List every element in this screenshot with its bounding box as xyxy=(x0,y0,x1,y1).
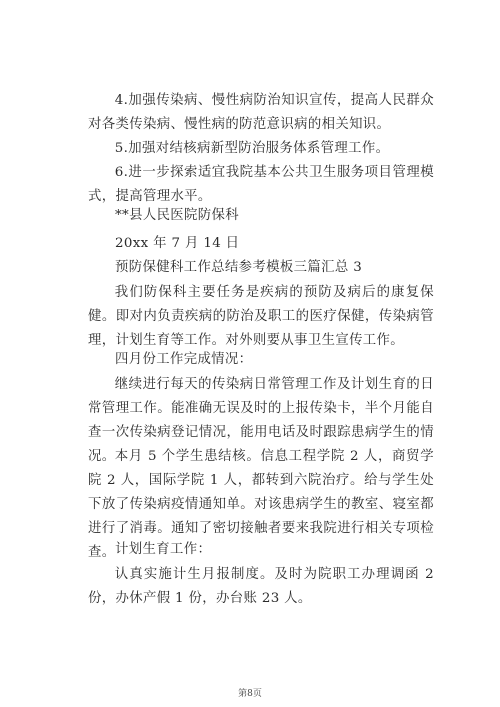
paragraph-intro: 我们防保科主要任务是疾病的预防及病后的康复保健。即对内负责疾病的防治及职工的医疗保健，传染病管理，计划生育等工作。对外则要从事卫生宣传工作。 xyxy=(88,285,434,348)
subheading-april-work: 四月份工作完成情况： xyxy=(115,352,253,367)
paragraph-item-5: 5.加强对结核病新型防治服务体系管理工作。 xyxy=(114,141,390,156)
signature-department: **县人民医院防保科 xyxy=(115,208,240,223)
paragraph-item-6: 6.进一步探索适宜我院基本公共卫生服务项目管理模式，提高管理水平。 xyxy=(88,165,434,204)
paragraph-family-planning: 认真实施计生月报制度。及时为院职工办理调函 2 份，办休产假 1 份，办台账 23 人。 xyxy=(88,567,434,606)
paragraph-item-4: 4.加强传染病、慢性病防治知识宣传，提高人民群众对各类传染病、慢性病的防范意识病的相关知识。 xyxy=(88,93,434,132)
section-heading: 预防保健科工作总结参考模板三篇汇总 3 xyxy=(115,260,363,275)
page-number: 第8页 xyxy=(238,689,262,699)
signature-date: 20xx 年 7 月 14 日 xyxy=(115,236,240,251)
paragraph-tuberculosis-cases: 本月 5 个学生患结核。信息工程学院 2 人，商贸学院 2 人，国际学院 1 人，都转到六院治疗。给与学生处下放了传染病疫情通知单。对该患病学生的教室、寝室都进行了消毒。通知了密切接触者要来我院进行相关专项检查。 xyxy=(88,449,434,560)
subheading-family-planning: 计划生育工作： xyxy=(115,542,212,557)
paragraph-daily-management: 继续进行每天的传染病日常管理工作及计划生育的日常管理工作。能准确无误及时的上报传染卡，半个月能自查一次传染病登记情况，能用电话及时跟踪患病学生的情况。 xyxy=(88,377,434,464)
